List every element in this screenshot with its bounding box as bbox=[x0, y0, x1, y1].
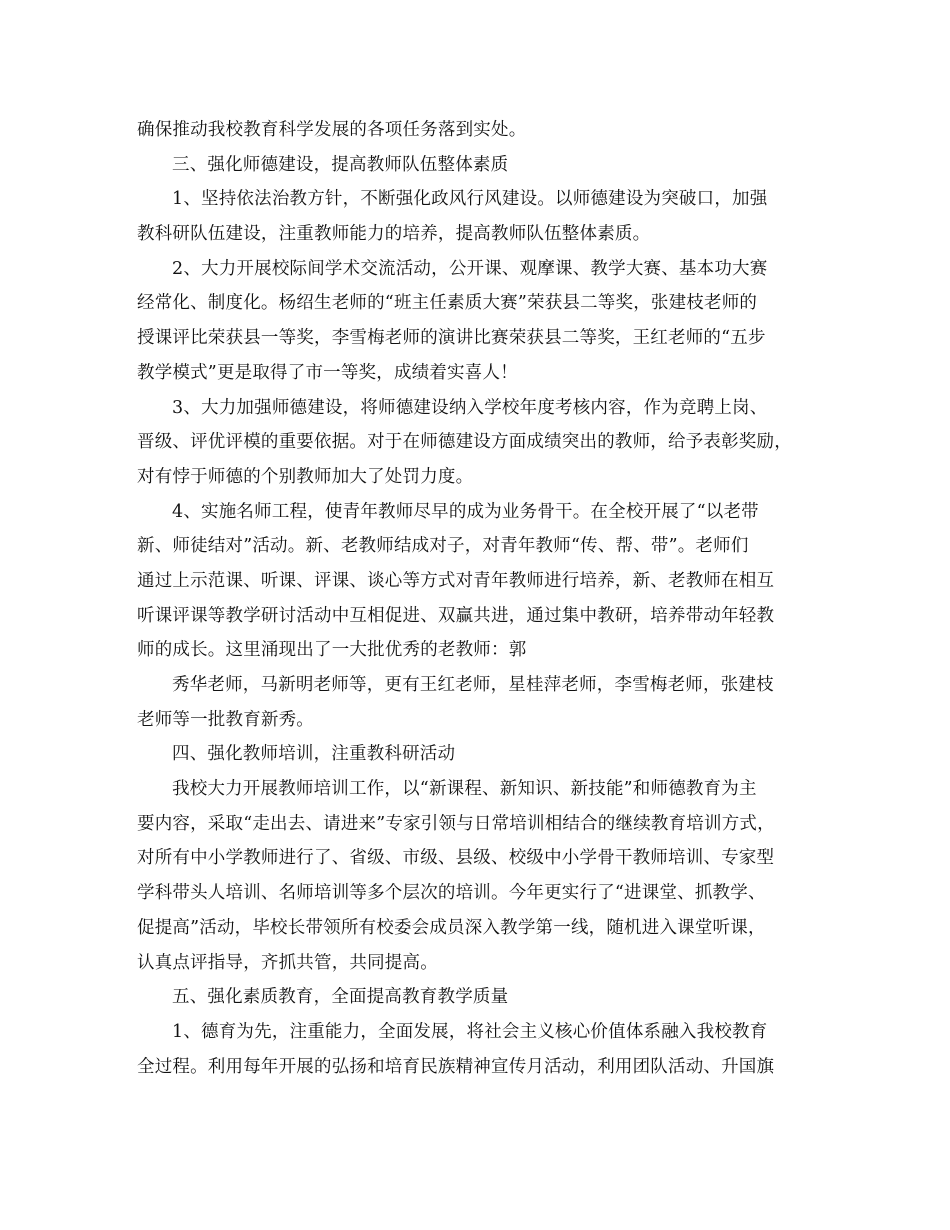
text-line: 教科研队伍建设，注重教师能力的培养，提高教师队伍整体素质。 bbox=[137, 224, 651, 245]
text-line: 师的成长。这里涌现出了一大批优秀的老教师：郭 bbox=[137, 640, 527, 661]
text-line: 2、大力开展校际间学术交流活动，公开课、观摩课、教学大赛、基本功大赛 bbox=[172, 258, 768, 279]
document-body bbox=[137, 113, 827, 1084]
text-line: 教学模式”更是取得了市一等奖，成绩着实喜人！ bbox=[137, 362, 518, 383]
text-line: 认真点评指导，齐抓共管，共同提高。 bbox=[137, 952, 438, 973]
text-line: 三、强化师德建设，提高教师队伍整体素质 bbox=[172, 154, 509, 175]
text-line: 新、师徒结对”活动。新、老教师结成对子，对青年教师“传、帮、带”。老师们 bbox=[137, 536, 749, 557]
text-line: 3、大力加强师德建设，将师德建设纳入学校年度考核内容，作为竞聘上岗、 bbox=[172, 397, 768, 418]
text-line: 四、强化教师培训，注重教科研活动 bbox=[172, 744, 456, 765]
text-line: 全过程。利用每年开展的弘扬和培育民族精神宣传月活动，利用团队活动、升国旗 bbox=[137, 1056, 775, 1077]
text-line: 对所有中小学教师进行了、省级、市级、县级、校级中小学骨干教师培训、专家型 bbox=[137, 848, 775, 869]
text-line: 1、德育为先，注重能力，全面发展，将社会主义核心价值体系融入我校教育 bbox=[172, 1021, 768, 1042]
text-line: 要内容，采取“走出去、请进来”专家引领与日常培训相结合的继续教育培训方式， bbox=[137, 813, 775, 834]
text-line: 4、实施名师工程，使青年教师尽早的成为业务骨干。在全校开展了“以老带 bbox=[172, 501, 759, 522]
text-line: 学科带头人培训、名师培训等多个层次的培训。今年更实行了“进课堂、抓教学、 bbox=[137, 883, 766, 904]
text-line: 1、坚持依法治教方针，不断强化政风行风建设。以师德建设为突破口，加强 bbox=[172, 189, 768, 210]
text-line: 通过上示范课、听课、评课、谈心等方式对青年教师进行培养，新、老教师在相互 bbox=[137, 570, 775, 591]
text-line: 秀华老师，马新明老师等，更有王红老师，星桂萍老师，李雪梅老师，张建枝 bbox=[172, 675, 774, 695]
text-line: 我校大力开展教师培训工作，以“新课程、新知识、新技能”和师德教育为主 bbox=[172, 779, 757, 800]
text-line: 老师等一批教育新秀。 bbox=[137, 709, 314, 730]
text-line: 确保推动我校教育科学发展的各项任务落到实处。 bbox=[137, 120, 527, 140]
text-line: 听课评课等教学研讨活动中互相促进、双赢共进，通过集中教研，培养带动年轻教 bbox=[137, 605, 775, 626]
text-line: 经常化、制度化。杨绍生老师的“班主任素质大赛”荣获县二等奖，张建枝老师的 bbox=[137, 293, 758, 314]
text-line: 五、强化素质教育，全面提高教育教学质量 bbox=[172, 987, 509, 1008]
text-line: 授课评比荣获县一等奖，李雪梅老师的演讲比赛荣获县二等奖，王红老师的“五步 bbox=[137, 328, 766, 349]
text-line: 晋级、评优评模的重要依据。对于在师德建设方面成绩突出的教师，给予表彰奖励， bbox=[137, 432, 792, 453]
text-line: 促提高”活动，毕校长带领所有校委会成员深入教学第一线，随机进入课堂听课， bbox=[137, 917, 766, 938]
text-line: 对有悖于师德的个别教师加大了处罚力度。 bbox=[137, 466, 474, 487]
